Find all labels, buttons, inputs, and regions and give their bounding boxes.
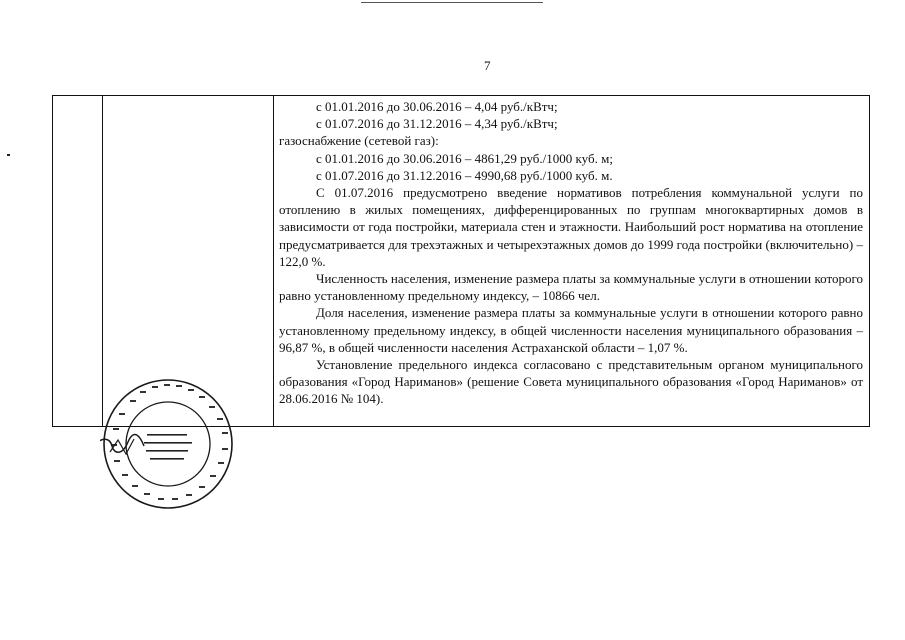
table-content-cell xyxy=(279,98,863,408)
official-stamp xyxy=(100,376,236,512)
gas-rate-line-2: с 01.07.2016 до 31.12.2016 – 4990,68 руб./1000 куб. м. xyxy=(316,167,613,183)
gas-rate-line-1: с 01.01.2016 до 30.06.2016 – 4861,29 руб./1000 куб. м; xyxy=(316,150,613,166)
electricity-rate-line-1: с 01.01.2016 до 30.06.2016 – 4,04 руб./кВтч; xyxy=(316,99,558,114)
gas-supply-heading: газоснабжение (сетевой газ): xyxy=(279,133,439,149)
page-number: 7 xyxy=(484,58,491,73)
population-count-paragraph: Численность населения, изменение размера платы за коммунальные услуги в отношении которого равно установленному предельному индексу, – 10866 чел. xyxy=(279,271,863,304)
column-divider-2 xyxy=(273,96,274,426)
heating-norms-paragraph: С 01.07.2016 предусмотрено введение нормативов потребления коммунальной услуги по отоплению в жилых помещениях, дифференцированных по группам многоквартирных домов в зависимости от года постройки, материала стен и этажности. Наибольший рост норматива на отопление предусматривается для трехэтажных и четырехэтажных домов до 1999 года постройки (включительно) – 122,0 %. xyxy=(279,185,863,269)
stray-mark xyxy=(7,154,10,156)
electricity-rate-line-2: с 01.07.2016 до 31.12.2016 – 4,34 руб./кВтч; xyxy=(316,116,558,132)
top-rule xyxy=(361,2,543,3)
approval-paragraph: Установление предельного индекса согласовано с представительным органом муниципального образования «Город Нариманов» (решение Совета муниципального образования «Город Нариманов» от 28.06.2016 № 104). xyxy=(279,357,863,407)
population-share-paragraph: Доля населения, изменение размера платы за коммунальные услуги в отношении которого равно установленному предельному индексу, в общей численности населения муниципального образования – 96,87 %, в общей численности населения Астраханской области – 1,07 %. xyxy=(279,305,863,355)
